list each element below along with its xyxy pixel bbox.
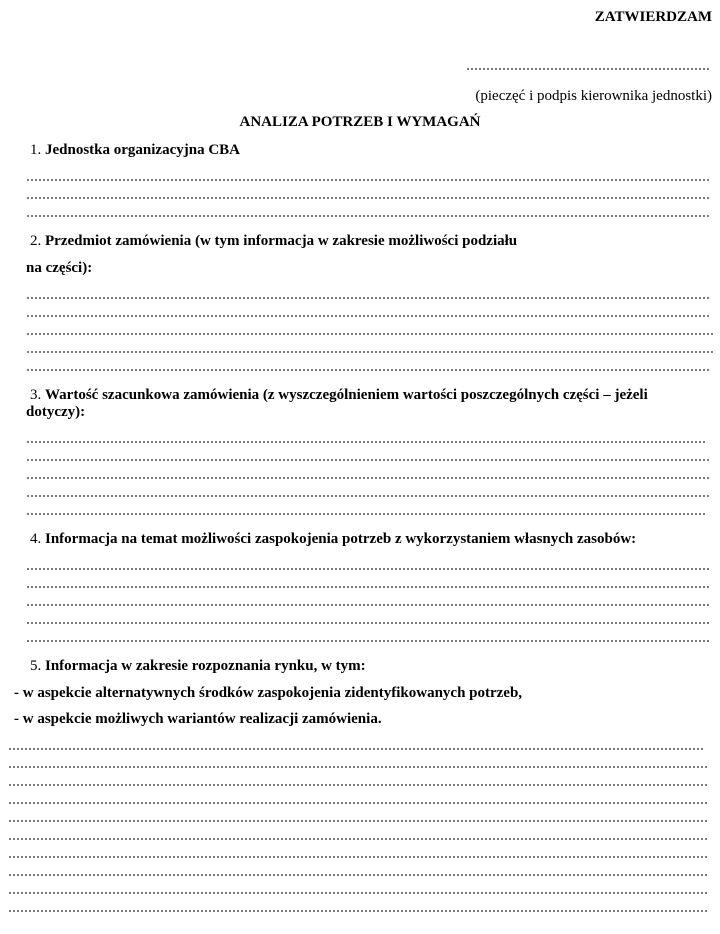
section-5-line (8, 766, 708, 768)
section-3-line (26, 495, 710, 497)
section-2-number: 2. (30, 233, 42, 249)
section-4-label: Informacja na temat możliwości zaspokojenia potrzeb z wykorzystaniem własnych zasobów: (45, 531, 637, 547)
section-2-line (26, 333, 714, 335)
section-2-line (26, 315, 710, 317)
section-1-label: Jednostka organizacyjna CBA (45, 142, 241, 158)
section-3-line (26, 459, 710, 461)
approve-label: ZATWIERDZAM (594, 9, 712, 25)
section-1-number: 1. (30, 142, 42, 158)
section-2-line (26, 351, 714, 353)
section-5-label: Informacja w zakresie rozpoznania rynku, w tym: (45, 658, 366, 674)
section-3-line (26, 513, 706, 515)
section-5-line (8, 910, 708, 912)
section-5-line (8, 892, 708, 894)
section-4-heading (30, 530, 636, 548)
section-3-line (26, 441, 706, 443)
section-4-line (26, 586, 710, 588)
section-5-line (8, 802, 708, 804)
section-5-bullet-2: - w aspekcie możliwych wariantów realizacji zamówienia. (14, 711, 382, 727)
signature-caption: (pieczęć i podpis kierownika jednostki) (475, 88, 712, 104)
section-5-line (8, 748, 704, 750)
section-4-line (26, 568, 710, 570)
section-3-label-continuation: dotyczy): (26, 404, 86, 420)
section-3-heading (30, 386, 716, 404)
section-5-line (8, 820, 708, 822)
section-4-line (26, 604, 710, 606)
section-5-number: 5. (30, 658, 42, 674)
section-1-line (26, 197, 710, 199)
section-1-line (26, 179, 710, 181)
section-5-bullet-1: - w aspekcie alternatywnych środków zaspokojenia zidentyfikowanych potrzeb, (14, 685, 523, 701)
section-2-label: Przedmiot zamówienia (w tym informacja w zakresie możliwości podziału (45, 233, 518, 249)
section-1-line (26, 215, 710, 217)
section-2-heading (30, 232, 517, 250)
section-5-line (8, 856, 708, 858)
signature-line (466, 68, 710, 70)
section-2-line (26, 369, 710, 371)
section-4-line (26, 622, 710, 624)
section-3-label: Wartość szacunkowa zamówienia (z wyszczególnieniem wartości poszczególnych części – jeżeli (45, 387, 648, 403)
section-3-line (26, 477, 710, 479)
section-5-line (8, 838, 708, 840)
section-3-number: 3. (30, 387, 42, 403)
document-title: ANALIZA POTRZEB I WYMAGAŃ (239, 114, 481, 130)
section-2-line (26, 297, 710, 299)
section-5-line (8, 874, 708, 876)
section-5-line (8, 784, 708, 786)
section-2-label-continuation: na części): (26, 260, 93, 276)
section-1-heading (30, 141, 240, 159)
section-4-number: 4. (30, 531, 42, 547)
section-5-heading (30, 657, 366, 675)
section-4-line (26, 640, 710, 642)
